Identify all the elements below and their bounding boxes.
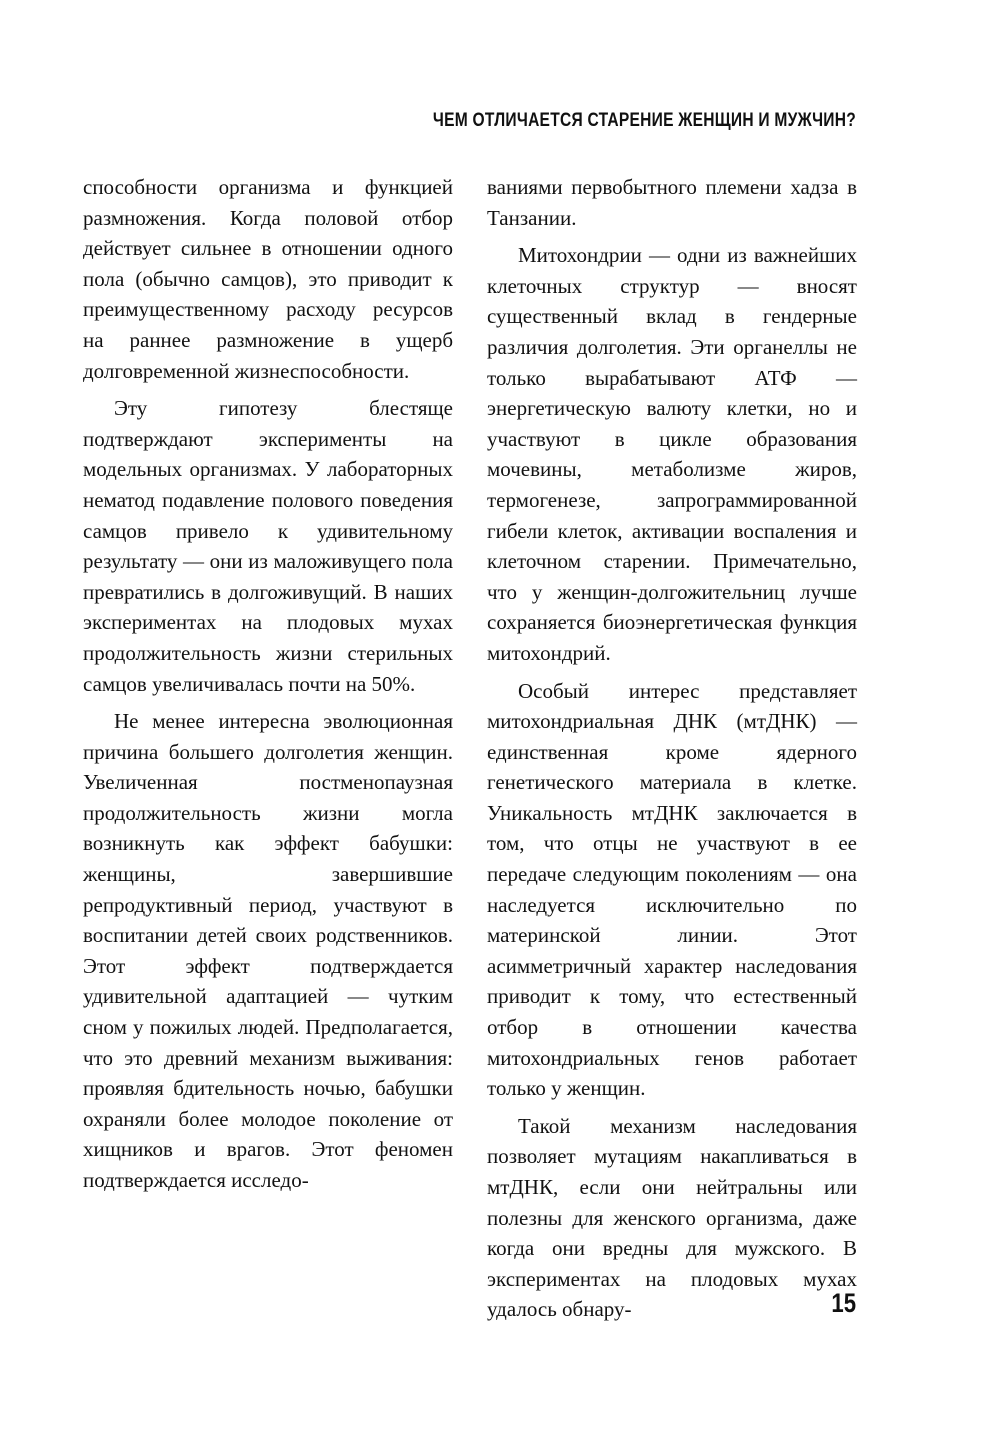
right-column <box>487 172 857 1325</box>
paragraph-continued: ваниями первобытного племени хадза в Танзании. <box>487 175 857 230</box>
page-number: 15 <box>831 1288 856 1318</box>
paragraph: Не менее интересна эволюционная причина большего долголетия женщин. Увеличенная постменопаузная продолжительность жизни могла возникнуть как эффект бабушки: женщины, завершившие репродуктивный период, участвуют в воспитании детей своих родственников. Этот эффект подтверждается удивительной адаптацией — чутким сном у пожилых людей. Предполагается, что это древний механизм выживания: проявляя бдительность ночью, бабушки охраняли более молодое поколение от хищников и врагов. Этот феномен подтверждается исследо- <box>83 709 453 1192</box>
paragraph: Такой механизм наследования позволяет мутациям накапливаться в мтДНК, если они нейтральны или полезны для женского организма, даже когда они вредны для мужского. В экспериментах на плодовых мухах удалось обнару- <box>487 1113 857 1322</box>
paragraph: Особый интерес представляет митохондриальная ДНК (мтДНК) — единственная кроме ядерного генетического материала в клетке. Уникальность мтДНК заключается в том, что отцы не участвуют в ее передаче следующим поколениям — она наследуется исключительно по материнской линии. Этот асимметричный характер наследования приводит к тому, что естественный отбор в отношении качества митохондриальных генов работает только у женщин. <box>487 678 857 1101</box>
paragraph: Эту гипотезу блестяще подтверждают эксперименты на модельных организмах. У лабораторных нематод подавление полового поведения самцов привело к удивительному результату — они из маложивущего пола превратились в долгоживущий. В наших экспериментах на плодовых мухах продолжительность жизни стерильных самцов увеличивалась почти на 50%. <box>83 396 453 696</box>
left-column <box>83 172 453 1196</box>
paragraph: Митохондрии — одни из важнейших клеточных структур — вносят существенный вклад в гендерные различия долголетия. Эти органеллы не только вырабатывают АТФ — энергетическую валюту клетки, но и участвуют в цикле образования мочевины, метаболизме жиров, термогенезе, запрограммированной гибели клеток, активации воспаления и клеточном старении. Примечательно, что у женщин-долгожительниц лучше сохраняется биоэнергетическая функция митохондрий. <box>487 243 857 665</box>
running-header: ЧЕМ ОТЛИЧАЕТСЯ СТАРЕНИЕ ЖЕНЩИН И МУЖЧИН? <box>432 110 856 131</box>
paragraph-continued: способности организма и функцией размножения. Когда половой отбор действует сильнее в отношении одного пола (обычно самцов), это приводит к преимущественному расходу ресурсов на раннее размножение в ущерб долговременной жизнеспособности. <box>83 175 453 383</box>
